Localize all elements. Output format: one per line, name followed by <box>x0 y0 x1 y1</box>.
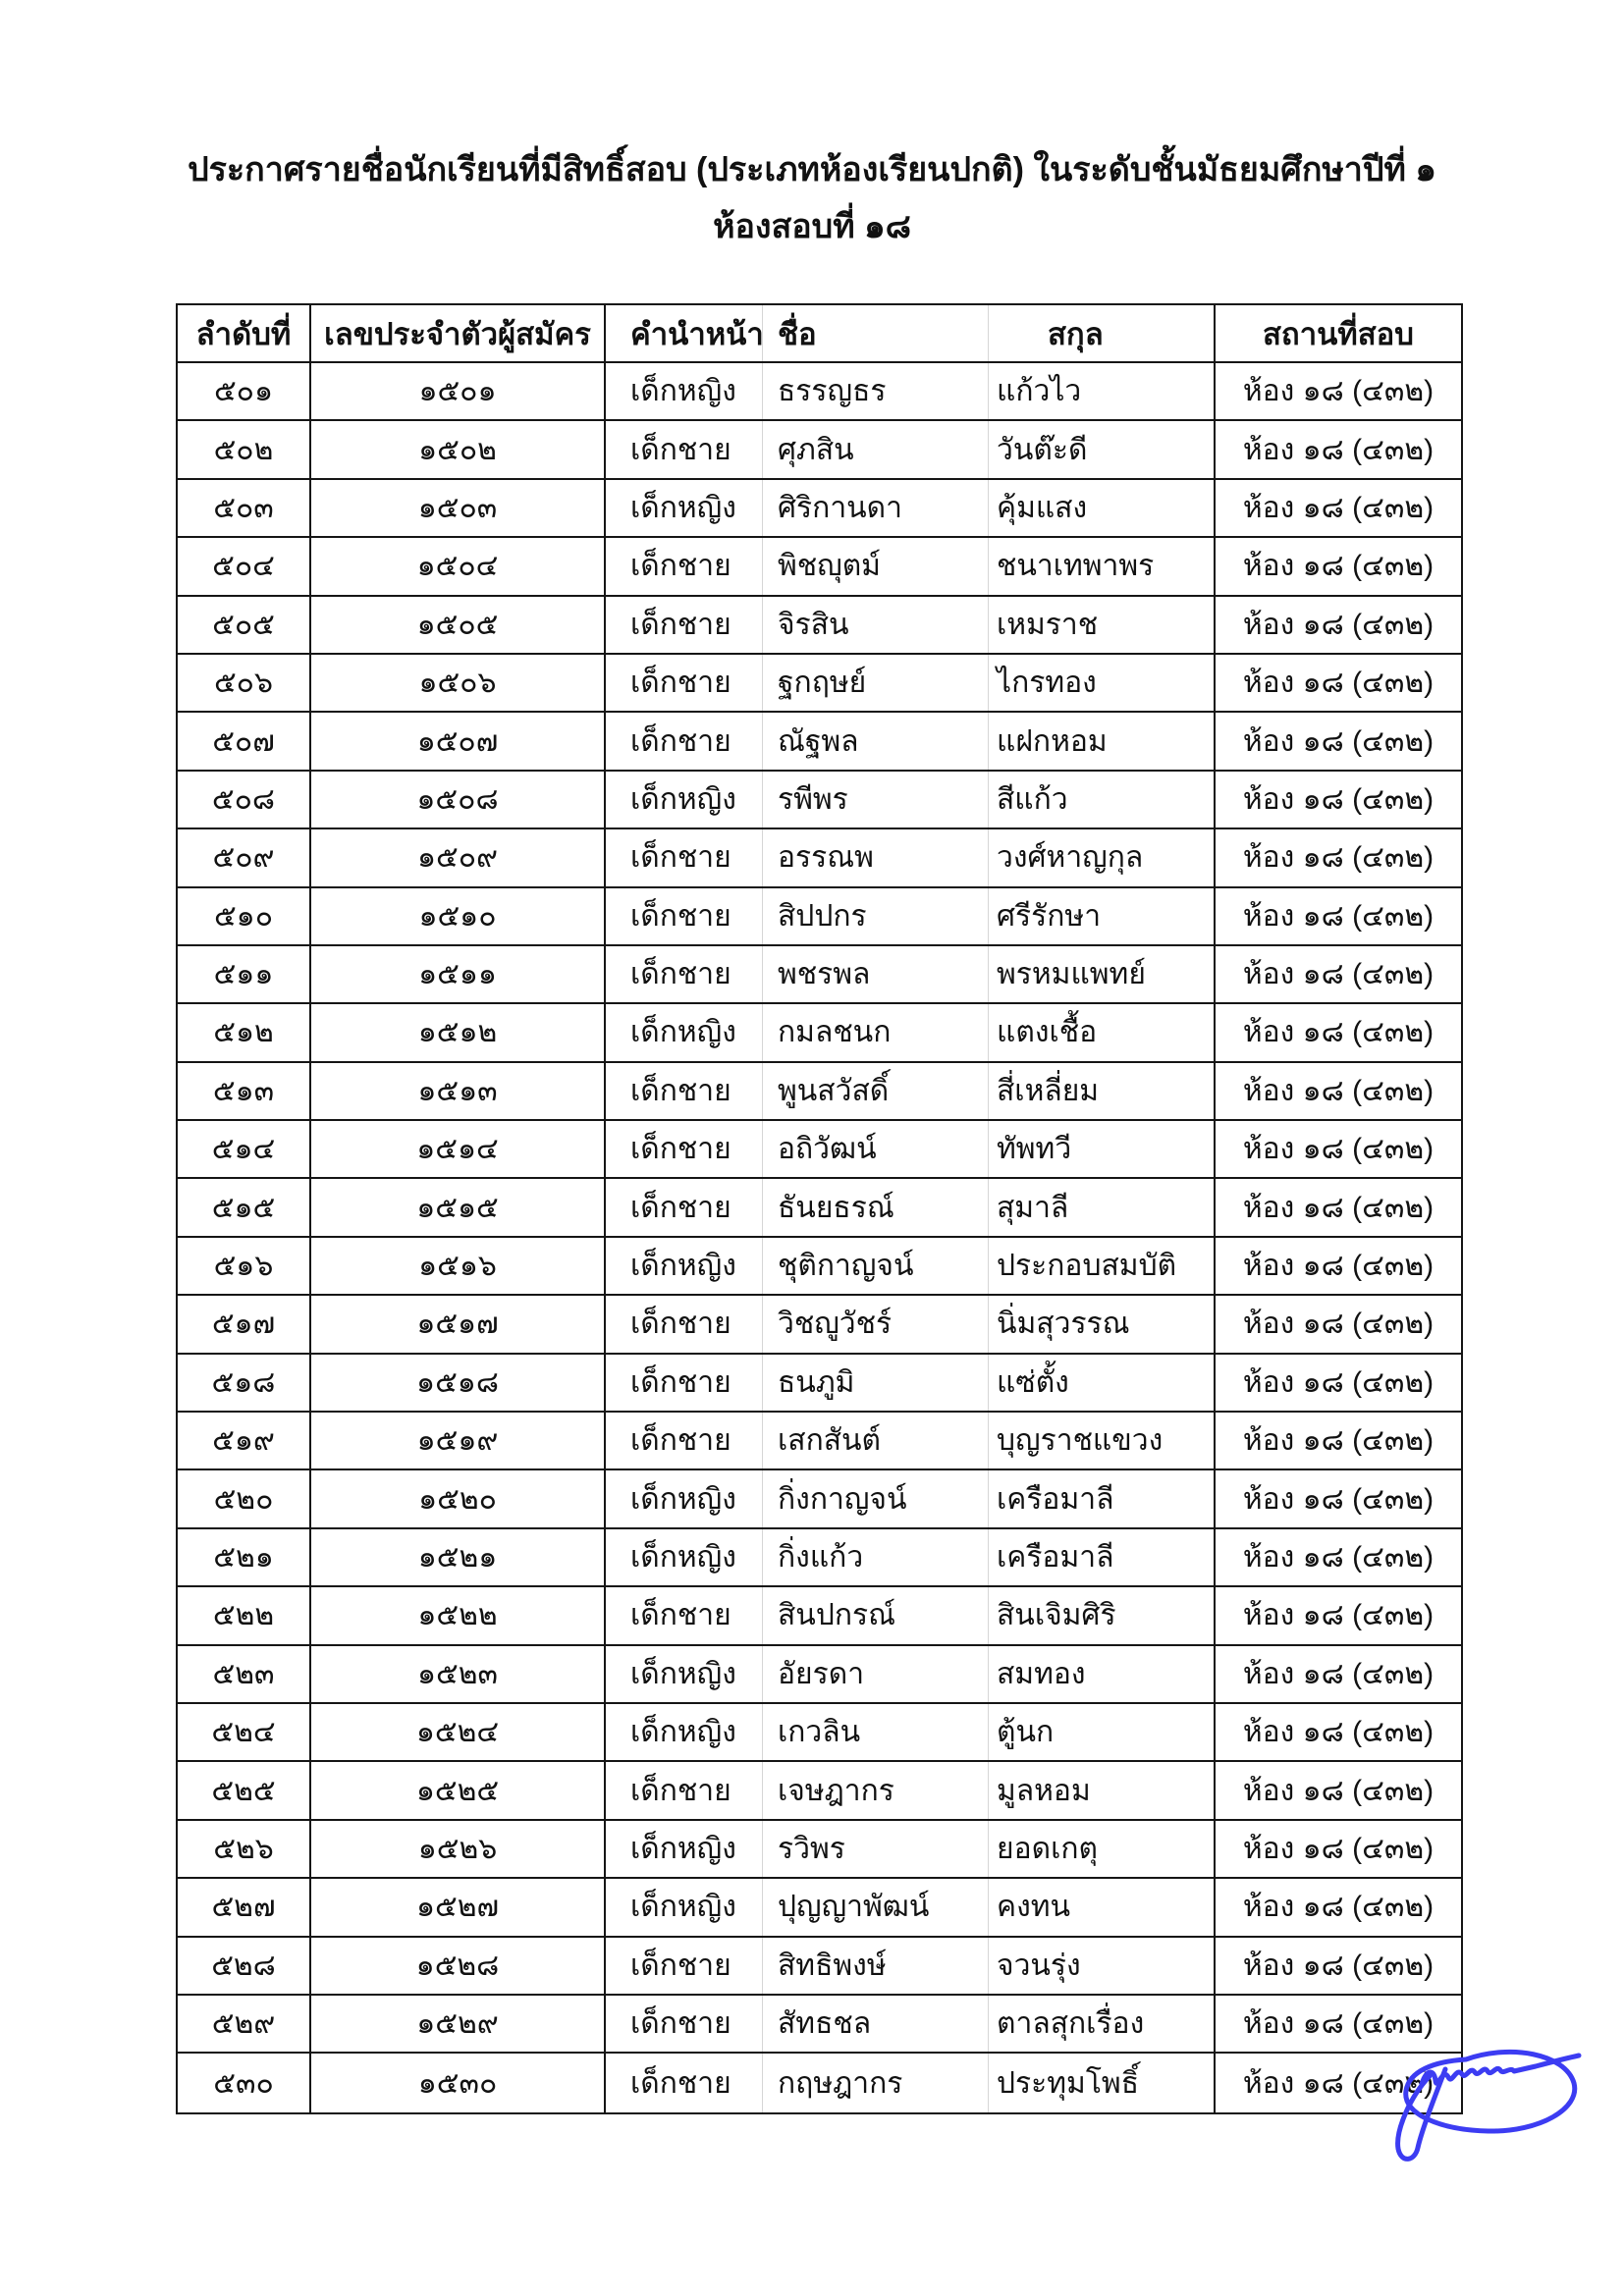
cell-exam-location: ห้อง ๑๘ (๔๓๒) <box>1242 1133 1435 1166</box>
table-row <box>178 1938 1461 1996</box>
cell-order: ๕๑๒ <box>178 1004 311 1060</box>
header-surname: สกุล <box>989 305 1216 361</box>
cell-surname: คุ้มแสง <box>989 480 1216 536</box>
cell-exam-location: ห้อง ๑๘ (๔๓๒) <box>1242 724 1435 758</box>
cell-surname: ชนาเทพาพร <box>989 538 1216 594</box>
table-header-row <box>178 305 1461 363</box>
cell-first-name: ปุญญาพัฒน์ <box>763 1879 989 1935</box>
cell-surname: สี่เหลี่ยม <box>989 1063 1216 1119</box>
cell-applicant-id: ๑๕๒๖ <box>311 1821 606 1877</box>
cell-first-name: สินปกรณ์ <box>763 1587 989 1643</box>
cell-surname: ไกรทอง <box>989 655 1216 711</box>
cell-order: ๕๒๘ <box>178 1938 311 1994</box>
table-row <box>178 1996 1461 2054</box>
table-row <box>178 1063 1461 1121</box>
table-row <box>178 1821 1461 1879</box>
title-block <box>0 149 1624 247</box>
cell-order: ๕๑๕ <box>178 1179 311 1235</box>
cell-applicant-id: ๑๕๐๒ <box>311 421 606 477</box>
page-title: ประกาศรายชื่อนักเรียนที่มีสิทธิ์สอบ (ประเภทห้องเรียนปกติ) ในระดับชั้นมัธยมศึกษาปีที่ ๑ <box>188 151 1436 188</box>
table-row <box>178 1413 1461 1470</box>
cell-order: ๕๑๘ <box>178 1355 311 1411</box>
cell-exam-location: ห้อง ๑๘ (๔๓๒) <box>1242 1657 1435 1690</box>
cell-exam-location: ห้อง ๑๘ (๔๓๒) <box>1242 899 1435 933</box>
student-roster-table <box>176 303 1463 2114</box>
cell-title-prefix: เด็กหญิง <box>606 1821 763 1877</box>
cell-order: ๕๑๙ <box>178 1413 311 1468</box>
cell-first-name: ณัฐพล <box>763 713 989 769</box>
cell-exam-location: ห้อง ๑๘ (๔๓๒) <box>1242 375 1435 408</box>
cell-title-prefix: เด็กชาย <box>606 888 763 944</box>
cell-order: ๕๑๐ <box>178 888 311 944</box>
cell-applicant-id: ๑๕๐๑ <box>311 363 606 419</box>
cell-exam-location: ห้อง ๑๘ (๔๓๒) <box>1242 667 1435 700</box>
cell-applicant-id: ๑๕๒๕ <box>311 1762 606 1818</box>
cell-order: ๕๒๓ <box>178 1646 311 1702</box>
cell-title-prefix: เด็กชาย <box>606 421 763 477</box>
table-row <box>178 946 1461 1004</box>
cell-first-name: อรรณพ <box>763 829 989 885</box>
cell-applicant-id: ๑๕๑๔ <box>311 1121 606 1177</box>
cell-first-name: กิ่งกาญจน์ <box>763 1470 989 1526</box>
table-row <box>178 772 1461 829</box>
cell-applicant-id: ๑๕๐๗ <box>311 713 606 769</box>
table-row <box>178 888 1461 946</box>
cell-surname: สมทอง <box>989 1646 1216 1702</box>
cell-title-prefix: เด็กชาย <box>606 1587 763 1643</box>
header-first-name: ชื่อ <box>763 305 989 361</box>
cell-surname: ยอดเกตุ <box>989 1821 1216 1877</box>
cell-title-prefix: เด็กชาย <box>606 597 763 653</box>
cell-order: ๕๓๐ <box>178 2054 311 2111</box>
cell-order: ๕๐๑ <box>178 363 311 419</box>
cell-order: ๕๐๕ <box>178 597 311 653</box>
cell-surname: เหมราช <box>989 597 1216 653</box>
cell-title-prefix: เด็กหญิง <box>606 1470 763 1526</box>
table-row <box>178 1470 1461 1528</box>
cell-title-prefix: เด็กชาย <box>606 538 763 594</box>
header-applicant-id: เลขประจำตัวผู้สมัคร <box>311 305 606 361</box>
cell-order: ๕๑๑ <box>178 946 311 1002</box>
cell-order: ๕๑๗ <box>178 1296 311 1352</box>
cell-surname: นิ่มสุวรรณ <box>989 1296 1216 1352</box>
cell-exam-location: ห้อง ๑๘ (๔๓๒) <box>1242 491 1435 524</box>
cell-order: ๕๒๒ <box>178 1587 311 1643</box>
cell-first-name: ฐกฤษย์ <box>763 655 989 711</box>
cell-applicant-id: ๑๕๐๙ <box>311 829 606 885</box>
cell-first-name: พูนสวัสดิ์ <box>763 1063 989 1119</box>
cell-title-prefix: เด็กหญิง <box>606 1646 763 1702</box>
table-row <box>178 1296 1461 1354</box>
cell-order: ๕๒๐ <box>178 1470 311 1526</box>
cell-title-prefix: เด็กหญิง <box>606 1879 763 1935</box>
table-row <box>178 421 1461 479</box>
cell-first-name: เกวลิน <box>763 1704 989 1760</box>
cell-first-name: ศุภสิน <box>763 421 989 477</box>
table-row <box>178 2054 1461 2111</box>
cell-order: ๕๐๙ <box>178 829 311 885</box>
cell-first-name: อถิวัฒน์ <box>763 1121 989 1177</box>
table-row <box>178 363 1461 421</box>
cell-first-name: เสกสันต์ <box>763 1413 989 1468</box>
cell-title-prefix: เด็กหญิง <box>606 772 763 828</box>
cell-title-prefix: เด็กหญิง <box>606 1704 763 1760</box>
cell-exam-location: ห้อง ๑๘ (๔๓๒) <box>1242 608 1435 641</box>
cell-applicant-id: ๑๕๒๒ <box>311 1587 606 1643</box>
table-row <box>178 1529 1461 1587</box>
cell-surname: สินเจิมศิริ <box>989 1587 1216 1643</box>
cell-exam-location: ห้อง ๑๘ (๔๓๒) <box>1242 2007 1435 2041</box>
cell-exam-location: ห้อง ๑๘ (๔๓๒) <box>1242 2066 1435 2100</box>
cell-applicant-id: ๑๕๐๕ <box>311 597 606 653</box>
cell-title-prefix: เด็กชาย <box>606 713 763 769</box>
cell-title-prefix: เด็กชาย <box>606 829 763 885</box>
cell-order: ๕๐๒ <box>178 421 311 477</box>
cell-title-prefix: เด็กชาย <box>606 946 763 1002</box>
cell-applicant-id: ๑๕๒๓ <box>311 1646 606 1702</box>
table-row <box>178 655 1461 713</box>
cell-order: ๕๐๔ <box>178 538 311 594</box>
cell-first-name: รพีพร <box>763 772 989 828</box>
cell-applicant-id: ๑๕๑๗ <box>311 1296 606 1352</box>
cell-surname: แตงเชื้อ <box>989 1004 1216 1060</box>
cell-surname: สีแก้ว <box>989 772 1216 828</box>
cell-exam-location: ห้อง ๑๘ (๔๓๒) <box>1242 1016 1435 1049</box>
cell-exam-location: ห้อง ๑๘ (๔๓๒) <box>1242 1599 1435 1632</box>
cell-exam-location: ห้อง ๑๘ (๔๓๒) <box>1242 1308 1435 1341</box>
cell-order: ๕๐๓ <box>178 480 311 536</box>
cell-title-prefix: เด็กชาย <box>606 1296 763 1352</box>
cell-applicant-id: ๑๕๐๓ <box>311 480 606 536</box>
cell-title-prefix: เด็กชาย <box>606 1938 763 1994</box>
header-order: ลำดับที่ <box>178 305 311 361</box>
cell-surname: พรหมแพทย์ <box>989 946 1216 1002</box>
table-row <box>178 1587 1461 1645</box>
cell-title-prefix: เด็กชาย <box>606 1762 763 1818</box>
cell-exam-location: ห้อง ๑๘ (๔๓๒) <box>1242 782 1435 816</box>
cell-applicant-id: ๑๕๐๔ <box>311 538 606 594</box>
cell-surname: ตาลสุกเรื่อง <box>989 1996 1216 2052</box>
cell-order: ๕๒๔ <box>178 1704 311 1760</box>
cell-first-name: ธันยธรณ์ <box>763 1179 989 1235</box>
cell-first-name: รวิพร <box>763 1821 989 1877</box>
cell-surname: บุญราชแขวง <box>989 1413 1216 1468</box>
cell-surname: ตู้นก <box>989 1704 1216 1760</box>
cell-title-prefix: เด็กหญิง <box>606 1004 763 1060</box>
cell-title-prefix: เด็กชาย <box>606 1413 763 1468</box>
table-row <box>178 1646 1461 1704</box>
cell-applicant-id: ๑๕๒๘ <box>311 1938 606 1994</box>
cell-surname: คงทน <box>989 1879 1216 1935</box>
cell-exam-location: ห้อง ๑๘ (๔๓๒) <box>1242 550 1435 583</box>
cell-exam-location: ห้อง ๑๘ (๔๓๒) <box>1242 433 1435 466</box>
cell-applicant-id: ๑๕๒๙ <box>311 1996 606 2052</box>
cell-surname: จวนรุ่ง <box>989 1938 1216 1994</box>
cell-applicant-id: ๑๕๓๐ <box>311 2054 606 2111</box>
cell-exam-location: ห้อง ๑๘ (๔๓๒) <box>1242 1074 1435 1107</box>
cell-surname: แก้วไว <box>989 363 1216 419</box>
table-row <box>178 538 1461 596</box>
cell-exam-location: ห้อง ๑๘ (๔๓๒) <box>1242 841 1435 875</box>
cell-first-name: สิทธิพงษ์ <box>763 1938 989 1994</box>
cell-surname: ศรีรักษา <box>989 888 1216 944</box>
cell-title-prefix: เด็กหญิง <box>606 1529 763 1585</box>
cell-exam-location: ห้อง ๑๘ (๔๓๒) <box>1242 1424 1435 1458</box>
cell-surname: แซ่ตั้ง <box>989 1355 1216 1411</box>
cell-surname: แฝกหอม <box>989 713 1216 769</box>
cell-first-name: เจษฎากร <box>763 1762 989 1818</box>
cell-applicant-id: ๑๕๒๗ <box>311 1879 606 1935</box>
cell-first-name: ธนภูมิ <box>763 1355 989 1411</box>
cell-order: ๕๑๖ <box>178 1238 311 1294</box>
table-row <box>178 1355 1461 1413</box>
cell-applicant-id: ๑๕๑๒ <box>311 1004 606 1060</box>
cell-exam-location: ห้อง ๑๘ (๔๓๒) <box>1242 1891 1435 1924</box>
cell-first-name: ศิริกานดา <box>763 480 989 536</box>
table-row <box>178 480 1461 538</box>
header-title-prefix: คำนำหน้า <box>606 305 763 361</box>
table-row <box>178 713 1461 771</box>
table-row <box>178 1238 1461 1296</box>
cell-exam-location: ห้อง ๑๘ (๔๓๒) <box>1242 1716 1435 1749</box>
cell-first-name: สัทธชล <box>763 1996 989 2052</box>
table-row <box>178 829 1461 887</box>
cell-order: ๕๒๖ <box>178 1821 311 1877</box>
cell-exam-location: ห้อง ๑๘ (๔๓๒) <box>1242 1541 1435 1574</box>
cell-surname: วงศ์หาญกุล <box>989 829 1216 885</box>
cell-order: ๕๑๓ <box>178 1063 311 1119</box>
cell-title-prefix: เด็กชาย <box>606 1063 763 1119</box>
cell-order: ๕๐๗ <box>178 713 311 769</box>
cell-surname: ประกอบสมบัติ <box>989 1238 1216 1294</box>
exam-room-subtitle: ห้องสอบที่ ๑๘ <box>713 208 911 245</box>
cell-exam-location: ห้อง ๑๘ (๔๓๒) <box>1242 1774 1435 1807</box>
table-row <box>178 1879 1461 1937</box>
cell-first-name: ธรรญธร <box>763 363 989 419</box>
cell-applicant-id: ๑๕๒๑ <box>311 1529 606 1585</box>
header-exam-location: สถานที่สอบ <box>1263 316 1414 351</box>
cell-first-name: กมลชนก <box>763 1004 989 1060</box>
cell-applicant-id: ๑๕๐๘ <box>311 772 606 828</box>
cell-surname: สุมาลี <box>989 1179 1216 1235</box>
cell-first-name: อัยรดา <box>763 1646 989 1702</box>
cell-applicant-id: ๑๕๑๘ <box>311 1355 606 1411</box>
cell-applicant-id: ๑๕๑๕ <box>311 1179 606 1235</box>
cell-title-prefix: เด็กชาย <box>606 1355 763 1411</box>
table-row <box>178 1762 1461 1820</box>
table-body <box>178 363 1461 2112</box>
cell-applicant-id: ๑๕๐๖ <box>311 655 606 711</box>
cell-applicant-id: ๑๕๑๙ <box>311 1413 606 1468</box>
cell-applicant-id: ๑๕๑๑ <box>311 946 606 1002</box>
table-row <box>178 597 1461 655</box>
table-row <box>178 1121 1461 1179</box>
cell-title-prefix: เด็กชาย <box>606 655 763 711</box>
cell-first-name: กฤษฎากร <box>763 2054 989 2111</box>
cell-surname: ทัพทวี <box>989 1121 1216 1177</box>
cell-surname: เครือมาลี <box>989 1529 1216 1585</box>
cell-order: ๕๑๔ <box>178 1121 311 1177</box>
cell-order: ๕๐๖ <box>178 655 311 711</box>
cell-order: ๕๐๘ <box>178 772 311 828</box>
cell-exam-location: ห้อง ๑๘ (๔๓๒) <box>1242 1191 1435 1224</box>
cell-surname: ประทุมโพธิ์ <box>989 2054 1216 2111</box>
cell-title-prefix: เด็กชาย <box>606 1121 763 1177</box>
cell-order: ๕๒๗ <box>178 1879 311 1935</box>
cell-first-name: พิชญุตม์ <box>763 538 989 594</box>
cell-title-prefix: เด็กชาย <box>606 1179 763 1235</box>
cell-exam-location: ห้อง ๑๘ (๔๓๒) <box>1242 1949 1435 1982</box>
cell-exam-location: ห้อง ๑๘ (๔๓๒) <box>1242 1482 1435 1516</box>
cell-order: ๕๒๙ <box>178 1996 311 2052</box>
table-row <box>178 1179 1461 1237</box>
cell-applicant-id: ๑๕๑๖ <box>311 1238 606 1294</box>
cell-title-prefix: เด็กชาย <box>606 2054 763 2111</box>
cell-exam-location: ห้อง ๑๘ (๔๓๒) <box>1242 958 1435 991</box>
cell-surname: วันต๊ะดี <box>989 421 1216 477</box>
cell-order: ๕๒๑ <box>178 1529 311 1585</box>
cell-title-prefix: เด็กหญิง <box>606 363 763 419</box>
cell-first-name: สิปปกร <box>763 888 989 944</box>
cell-exam-location: ห้อง ๑๘ (๔๓๒) <box>1242 1832 1435 1865</box>
cell-order: ๕๒๕ <box>178 1762 311 1818</box>
cell-exam-location: ห้อง ๑๘ (๔๓๒) <box>1242 1250 1435 1283</box>
table-row <box>178 1704 1461 1762</box>
cell-title-prefix: เด็กชาย <box>606 1996 763 2052</box>
cell-applicant-id: ๑๕๒๐ <box>311 1470 606 1526</box>
cell-exam-location: ห้อง ๑๘ (๔๓๒) <box>1242 1365 1435 1399</box>
cell-first-name: วิชญูวัชร์ <box>763 1296 989 1352</box>
table-row <box>178 1004 1461 1062</box>
cell-first-name: พชรพล <box>763 946 989 1002</box>
cell-surname: มูลหอม <box>989 1762 1216 1818</box>
cell-first-name: จิรสิน <box>763 597 989 653</box>
cell-first-name: กิ่งแก้ว <box>763 1529 989 1585</box>
cell-applicant-id: ๑๕๒๔ <box>311 1704 606 1760</box>
cell-first-name: ชุติกาญจน์ <box>763 1238 989 1294</box>
cell-applicant-id: ๑๕๑๓ <box>311 1063 606 1119</box>
cell-surname: เครือมาลี <box>989 1470 1216 1526</box>
cell-applicant-id: ๑๕๑๐ <box>311 888 606 944</box>
cell-title-prefix: เด็กหญิง <box>606 480 763 536</box>
cell-title-prefix: เด็กหญิง <box>606 1238 763 1294</box>
